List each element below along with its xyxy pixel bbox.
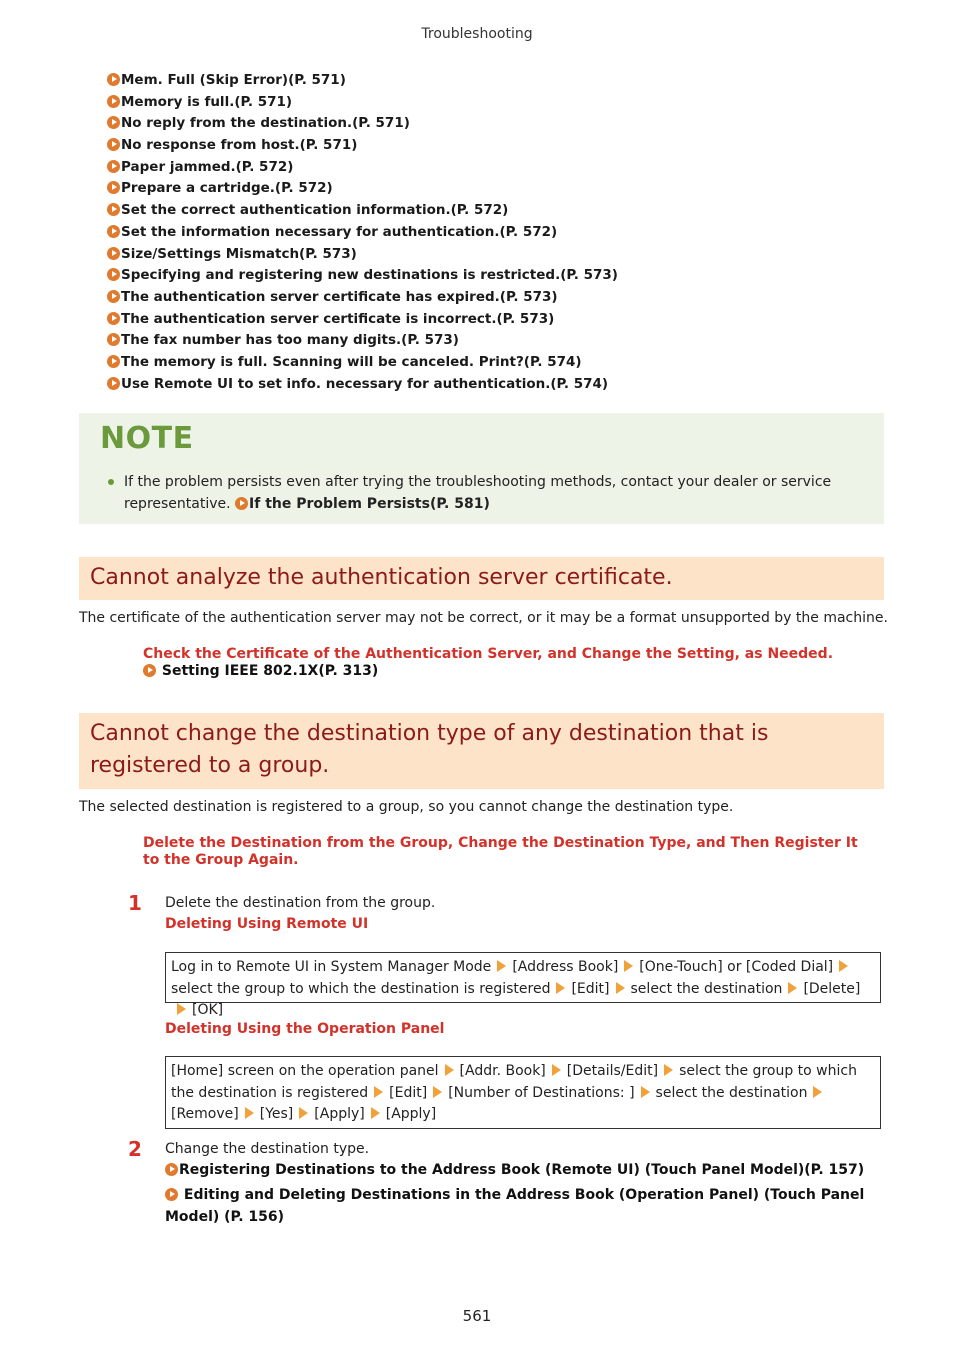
arrow-right-icon xyxy=(107,225,120,238)
arrow-right-icon xyxy=(497,960,506,972)
related-link[interactable] xyxy=(107,330,618,352)
arrow-right-icon xyxy=(107,73,120,86)
step-number: 2 xyxy=(128,1137,142,1161)
arrow-right-icon xyxy=(107,290,120,303)
arrow-right-icon xyxy=(107,138,120,151)
arrow-right-icon xyxy=(165,1163,178,1176)
arrow-right-icon xyxy=(299,1107,308,1119)
related-link[interactable] xyxy=(107,244,618,266)
solution-heading: Delete the Destination from the Group, Change the Destination Type, and Then Register It to the Group Again. xyxy=(143,835,858,868)
arrow-right-icon xyxy=(371,1107,380,1119)
arrow-right-icon xyxy=(107,355,120,368)
operation-panel-link[interactable]: Deleting Using the Operation Panel xyxy=(165,1021,445,1037)
remote-ui-registration-link[interactable] xyxy=(165,1162,864,1178)
proc-step: select the group to which the destination is registered xyxy=(171,1063,857,1101)
section-heading-destination-type: Cannot change the destination type of any destination that is registered to a group. xyxy=(79,713,884,789)
arrow-right-icon xyxy=(788,982,797,994)
proc-step: select the group to which the destination is registered xyxy=(171,980,551,997)
link-label: Editing and Deleting Destinations in the Address Book (Operation Panel) (Touch Panel Model) (P. 156) xyxy=(165,1187,865,1225)
arrow-right-icon xyxy=(107,95,120,108)
arrow-right-icon xyxy=(235,497,248,510)
arrow-right-icon xyxy=(813,1086,822,1098)
arrow-right-icon xyxy=(107,116,120,129)
related-link[interactable] xyxy=(107,70,618,92)
related-link-label: Memory is full.(P. 571) xyxy=(121,93,293,110)
proc-step: [Address Book] xyxy=(512,959,619,975)
related-link[interactable] xyxy=(107,222,618,244)
note-box xyxy=(79,413,884,524)
section-description: The selected destination is registered to a group, so you cannot change the destination type. xyxy=(79,799,734,815)
proc-step: [Delete] xyxy=(803,980,861,997)
link-label: Registering Destinations to the Address Book (Remote UI) (Touch Panel Model)(P. 157) xyxy=(179,1162,865,1178)
arrow-right-icon xyxy=(107,203,120,216)
related-link-label: Mem. Full (Skip Error)(P. 571) xyxy=(121,72,346,88)
proc-step: [Remove] xyxy=(171,1106,239,1122)
proc-step: select the destination xyxy=(655,1084,808,1101)
proc-step: Log in to Remote UI in System Manager Mode xyxy=(171,959,492,975)
note-text xyxy=(124,472,864,515)
arrow-right-icon xyxy=(107,160,120,173)
note-link-label: If the Problem Persists(P. 581) xyxy=(249,495,490,512)
running-header: Troubleshooting xyxy=(421,26,533,42)
related-link[interactable] xyxy=(107,113,618,135)
proc-step: [Yes] xyxy=(259,1106,294,1122)
solution-heading: Check the Certificate of the Authentication Server, and Change the Setting, as Needed. xyxy=(143,646,834,662)
operation-panel-editing-link[interactable] xyxy=(165,1184,865,1228)
proc-step: [Apply] xyxy=(385,1106,437,1122)
related-link[interactable] xyxy=(107,287,618,309)
arrow-right-icon xyxy=(107,333,120,346)
arrow-right-icon xyxy=(107,181,120,194)
arrow-right-icon xyxy=(445,1064,454,1076)
proc-step: [OK] xyxy=(192,1002,224,1018)
related-link-label: Set the information necessary for authentication.(P. 572) xyxy=(121,223,558,240)
arrow-right-icon xyxy=(839,960,848,972)
arrow-right-icon xyxy=(107,247,120,260)
arrow-right-icon xyxy=(143,664,156,677)
related-link-label: Prepare a cartridge.(P. 572) xyxy=(121,180,333,197)
proc-step: [Addr. Book] xyxy=(459,1063,546,1079)
step-number: 1 xyxy=(128,891,142,915)
related-link[interactable] xyxy=(107,135,618,157)
arrow-right-icon xyxy=(556,982,565,994)
arrow-right-icon xyxy=(107,312,120,325)
related-link[interactable] xyxy=(107,200,618,222)
related-link-label: No response from host.(P. 571) xyxy=(121,137,358,154)
arrow-right-icon xyxy=(552,1064,561,1076)
page-number: 561 xyxy=(462,1307,492,1325)
related-link[interactable] xyxy=(107,157,618,179)
related-link-label: The authentication server certificate has expired.(P. 573) xyxy=(121,288,558,305)
section-description: The certificate of the authentication server may not be correct, or it may be a format unsupported by the machine. xyxy=(79,610,888,626)
arrow-right-icon xyxy=(433,1086,442,1098)
arrow-right-icon xyxy=(245,1107,254,1119)
related-link-label: The authentication server certificate is incorrect.(P. 573) xyxy=(121,310,555,327)
note-link[interactable] xyxy=(235,496,490,512)
bullet-icon xyxy=(108,477,116,485)
procedure-box-remote-ui xyxy=(165,952,881,1018)
link-label: Setting IEEE 802.1X(P. 313) xyxy=(161,663,379,679)
note-title: NOTE xyxy=(100,421,194,456)
arrow-right-icon xyxy=(664,1064,673,1076)
related-link[interactable] xyxy=(107,92,618,114)
remote-ui-link[interactable]: Deleting Using Remote UI xyxy=(165,916,369,932)
step-text: Change the destination type. xyxy=(165,1141,370,1157)
related-link-label: Use Remote UI to set info. necessary for authentication.(P. 574) xyxy=(121,375,609,392)
related-link[interactable] xyxy=(107,374,618,396)
proc-step: [Edit] xyxy=(389,1084,428,1101)
related-link[interactable] xyxy=(107,352,618,374)
proc-step: [Details/Edit] xyxy=(566,1063,659,1079)
related-link[interactable] xyxy=(107,178,618,200)
proc-step: [Edit] xyxy=(571,980,610,997)
arrow-right-icon xyxy=(616,982,625,994)
arrow-right-icon xyxy=(624,960,633,972)
arrow-right-icon xyxy=(177,1003,186,1015)
related-link-label: No reply from the destination.(P. 571) xyxy=(121,115,410,132)
proc-step: [Number of Destinations: ] xyxy=(448,1084,635,1101)
arrow-right-icon xyxy=(107,377,120,390)
proc-step: [One-Touch] or [Coded Dial] xyxy=(639,959,834,975)
setting-ieee-link[interactable] xyxy=(143,663,378,679)
related-link-label: Specifying and registering new destinations is restricted.(P. 573) xyxy=(121,267,618,284)
related-link-label: The fax number has too many digits.(P. 573) xyxy=(121,332,459,349)
section-heading-certificate: Cannot analyze the authentication server certificate. xyxy=(79,557,884,600)
related-link-label: Size/Settings Mismatch(P. 573) xyxy=(121,245,357,262)
step-text: Delete the destination from the group. xyxy=(165,895,436,911)
related-link-label: The memory is full. Scanning will be canceled. Print?(P. 574) xyxy=(121,353,582,370)
related-link-label: Set the correct authentication information.(P. 572) xyxy=(121,202,509,219)
note-body: If the problem persists even after trying the troubleshooting methods, contact your dealer or service representative. xyxy=(124,474,832,512)
related-link[interactable] xyxy=(107,309,618,331)
proc-step: [Apply] xyxy=(314,1106,365,1122)
arrow-right-icon xyxy=(374,1086,383,1098)
arrow-right-icon xyxy=(641,1086,650,1098)
proc-step: [Home] screen on the operation panel xyxy=(171,1063,439,1079)
arrow-right-icon xyxy=(107,268,120,281)
related-links-list xyxy=(107,70,618,395)
arrow-right-icon xyxy=(165,1188,178,1201)
related-link-label: Paper jammed.(P. 572) xyxy=(121,158,294,175)
procedure-box-operation-panel xyxy=(165,1056,881,1129)
related-link[interactable] xyxy=(107,265,618,287)
proc-step: select the destination xyxy=(630,980,783,997)
